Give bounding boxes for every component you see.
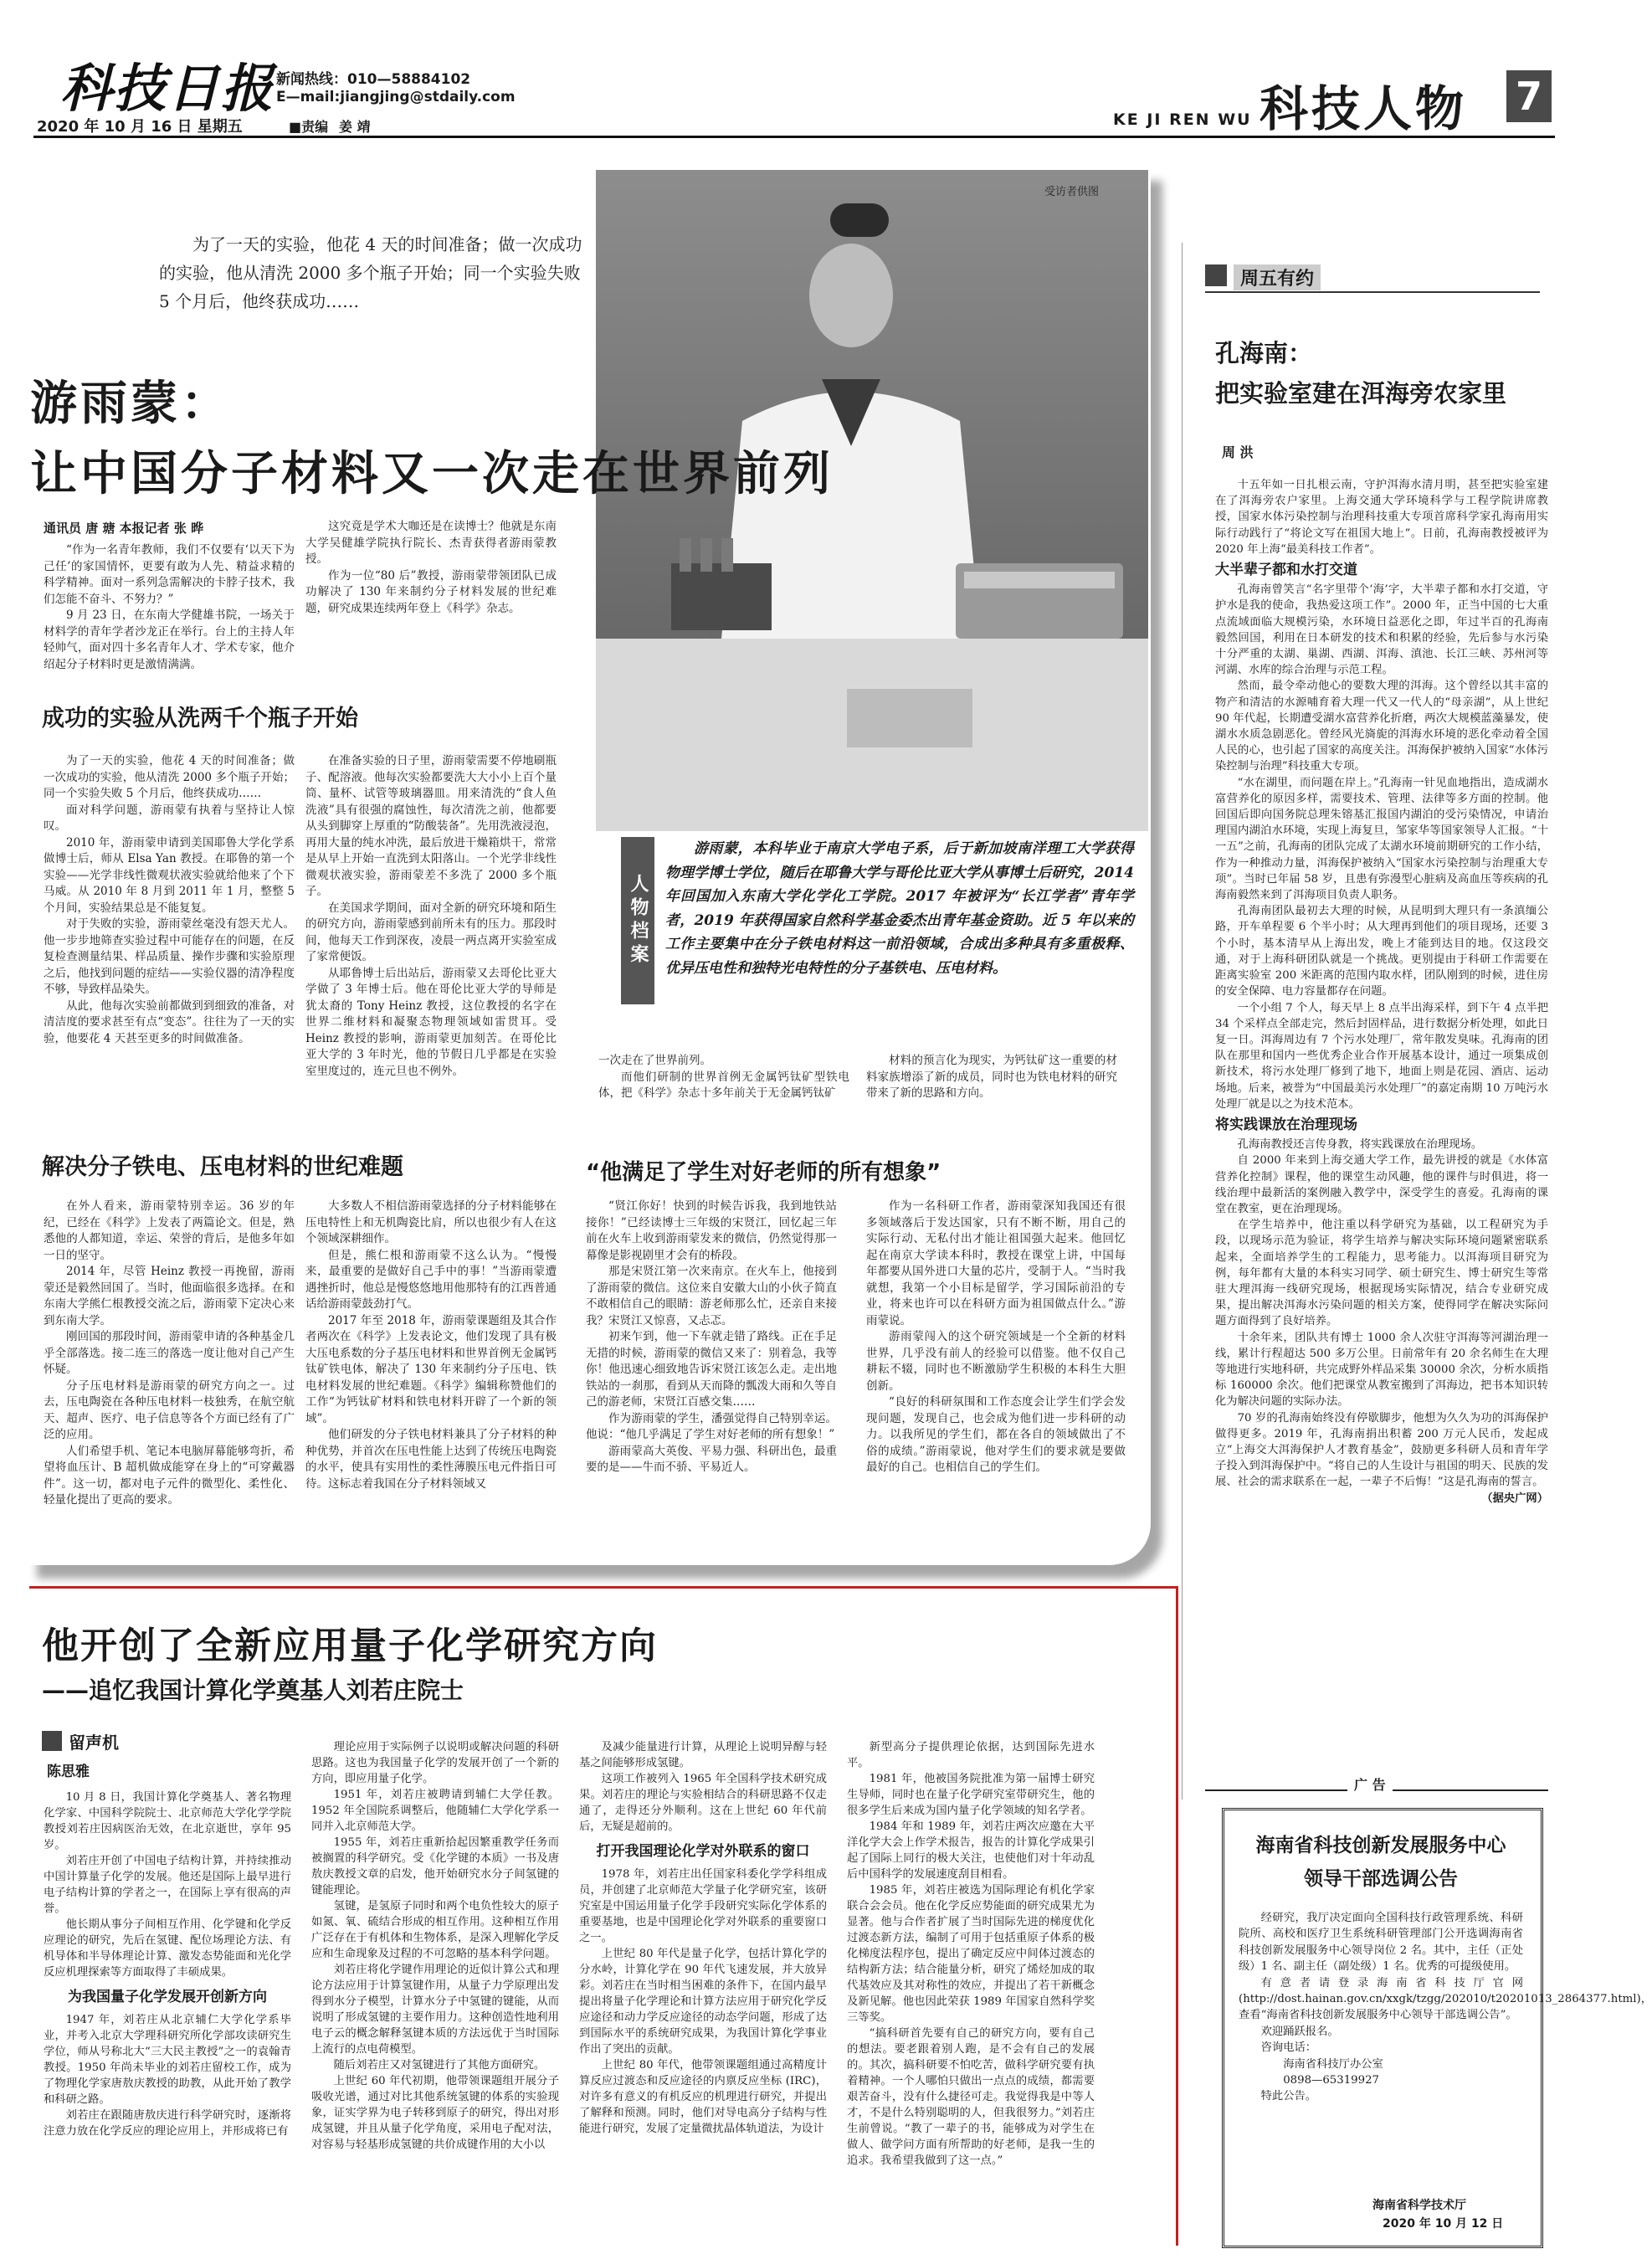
email: E—mail:jiangjing@stdaily.com [276,89,516,105]
body-para: 70 岁的孔海南始终没有停歇脚步，他想为久久为功的洱海保护做得更多。2019 年，孔海南捐出积蓄 200 万元人民币，发起成立“上海交大洱海保护人才教育基金”，鼓励更多科研人员和青年学子投入到洱海保护中。“将自己的人生设计与祖国的明天、民族的发展、社会的需求联系在一起，一辈子不后悔！”这是孔海南的誓言。 [1215,1411,1548,1489]
profile-text: 游雨蒙，本科毕业于南京大学电子系，后于新加坡南洋理工大学获得物理学博士学位，随后在耶鲁大学与哥伦比亚大学从事博士后研究，2014 年回国加入东南大学化学化工学院。2017 年被评为“长江学者”青年学者，2019 年获得国家自然科学基金委杰出青年基金资助。近 5 年以来的工作主要集中在分子铁电材料这一前沿领域，合成出多种具有多重极释、优异压电性和独特光电特性的分子基铁电、压电材料。 [665,840,1134,977]
body-para: “水在湖里，而问题在岸上。”孔海南一针见血地指出，造成湖水富营养化的原因多样，需要技术、管理、法律等多方面的控制。他回国后即向国务院总理朱镕基汇报国内湖泊的受污染情况，申请治理国内湖泊水环境，实现上海复旦，邹家华等国家领导人汇报。“十一五”之前，孔海南的团队完成了太湖水环境前期研究的工作小结，作为一种推动力量，洱海保护被纳入“国家水污染控制与治理重大专项”。当时已年届 58 岁，且患有弥漫型心脏病及高血压等疾病的孔海南毅然来到了洱海项目负责人职务。 [1215,776,1548,902]
body-para: 材料的预言化为现实，为钙钛矿这一重要的材料家族增添了新的成员，同时也为铁电材料的研究带来了新的思路和方向。 [866,1054,1117,1100]
ad-title-line1: 海南省科技创新发展服务中心 [1255,1835,1506,1856]
body-para: 刘若庄将化学键作用理论的近似计算公式和理论方法应用于计算氢键作用，从量子力学原理出发得到水分子模型，计算水分子中氢键的键能，从而说明了形成氢键的主要作用力。这种创造性地利用电子云的概念解释氢键本质的方法远优于当时国际上流行的点电荷模型。 [311,1964,559,2056]
body-para: 孔海南团队最初去大理的时候，从昆明到大理只有一条滇缅公路，开车单程要 6 个半小时；从大理再到他们的项目现场，还要 3 个小时，基本清早从上海出发，晚上才能到达目的地。仅这段交通，对于上海科研团队就是一个挑战。更别提由于科研工作需要在距离实验室 200 米距离的范围内取水样，团队刚到的时候，进住房的安全保障、电力容量都存在问题。 [1215,905,1548,999]
body-para: 从此，他每次实验前都做到到细致的准备，对清洁度的要求甚至有点“变态”。往往为了一天的实验，他要花 4 天甚至更多的时间做准备。 [44,999,295,1045]
body-para: 2017 年至 2018 年，游雨蒙课题组及其合作者两次在《科学》上发表论文，他们发现了具有极大压电系数的分子基压电材料和世界首例无金属钙钛矿铁电体，解决了 130 年来制约分子压电、铁电材料发展的世纪难题。《科学》编辑称赞他们的工作“为钙钛矿材料和铁电材料开辟了一个新的领域”。 [305,1313,557,1425]
intro-para: “作为一名青年教师，我们不仅要有‘以天下为己任’的家国情怀，更要有敢为人先、精益求精的科学精神。面对一系列急需解决的卡脖子技术，我们怎能不奋斗、不努力？” [44,543,295,606]
body-para: 一个小组 7 个人，每天早上 8 点半出海采样，到下午 4 点半把 34 个采样点全部走完，然后封固样品，进行数据分析处理，如此日复一日。洱海周边有 7 个污水处理厂，常年散发臭味。孔海南的团队在那里和国内一些优秀企业合作开展基本设计，通过一项集成创新技术，将污水处理厂修到了地下，地面上则是花园、酒店、运动场地。后来，被誉为“中国最美污水处理厂”的嘉定南期 10 万吨污水处理厂就是以之为技术范本。 [1215,1001,1548,1111]
friday-title-line1: 孔海南： [1215,339,1313,367]
body-para: 上世纪 60 年代初期，他带领课题组开展分子吸收光谱，通过对比其他系统氢键的体系的实验现象，证实学界为电子转移到原子的研究，得出对形成氢键，并且从量子化学角度，采用电子配对法，对容易与轻基形成氢键的共价成键作用的大小以 [311,2075,559,2151]
hotline: 新闻热线：010—58884102 [276,71,471,88]
section2-col-a [44,1199,295,1550]
body-para: 1984 年和 1989 年，刘若庄两次应邀在大平洋化学大会上作学术报告，报告的计算化学成果引起了国际上同行的极大关注，也使他们对十年动乱后中国科学的发展速度刮目相看。 [847,1820,1095,1881]
body-para: 2010 年，游雨蒙申请到美国耶鲁大学化学系做博士后，师从 Elsa Yan 教授。在耶鲁的第一个实验——光学非线性微观状液实验就给他来了个下马威。从 2010 年 8 月到 2011 年 1 月，整整 5 个月间，实验结果总是不能复复。 [44,835,295,915]
body-para: 他们研发的分子铁电材料兼具了分子材料的种种优势，并首次在压电性能上达到了传统压电陶瓷的水平，使具有实用性的柔性薄膜压电元件指日可待。这标志着我国在分子材料领域又 [305,1428,557,1491]
memorial-col-2 [311,1666,559,2243]
memorial-title: 他开创了全新应用量子化学研究方向 [42,1625,658,1667]
body-para: 分子压电材料是游雨蒙的研究方向之一。过去，压电陶瓷在各种压电材料一枝独秀，在航空航天、超声、医疗、电子信息等各个方面已经有了广泛的应用。 [44,1379,295,1441]
body-para: 游雨蒙闯入的这个研究领域是一个全新的材料世界，几乎没有前人的经验可以借鉴。他不仅自己耕耘不辍，同时也不断激励学生积极的本科生大胆创新。 [866,1330,1126,1393]
body-para: 刚回国的那段时间，游雨蒙申请的各种基金几乎全部落选。接二连三的落选一度让他对自己产生怀疑。 [44,1330,295,1376]
editor-label: ■责编 [289,119,329,135]
body-para: 这项工作被列入 1965 年全国科学技术研究成果。刘若庄的理论与实验相结合的科研思路不仅走通了，走得还分外顺利。这在上世纪 60 年代前后，无疑是超前的。 [579,1773,827,1833]
memorial-column-label: 留声机 [69,1733,119,1753]
body-para: 刘若庄开创了中国电子结构计算，并持续推动中国计算量子化学的发展。他还是国际上最早进行电子结构计算的学者之一，在国际上享有很高的声誉。 [44,1855,291,1915]
body-para: 理论应用于实际例子以说明或解决问题的科研思路。这也为我国量子化学的发展开创了一个新的方向，即应用量子化学。 [311,1741,559,1785]
body-para: 随后刘若庄又对氢键进行了其他方面研究。 [333,2059,546,2072]
date-line: 2020 年 10 月 16 日 星期五 [37,118,243,136]
memorial-col-1 [44,1789,291,2241]
body-para: 上世纪 80 年代是量子化学，包括计算化学的分水岭，计算化学在 90 年代飞速发展，并大放异彩。刘若庄在当时相当困难的条件下，在国内最早提出将量子化学理论和计算方法应用于研究化学反应途径和动力学反应途径的动态学问题，形成了达到国际水平的系统研究成果，为我国计算化学事业作出了突出的贡献。 [579,1948,827,2056]
memorial-label-icon [42,1731,62,1751]
body-para: 一次走在了世界前列。 [598,1054,711,1067]
body-para: 对于失败的实验，游雨蒙丝毫没有怨天尤人。他一步步地筛查实验过程中可能存在的问题，在反复检查测量结果、样品质量、操作步骤和实验原理之后，他找到问题的症结——实验仪器的清净程度不够，导致样品染失。 [44,917,295,996]
memorial-subtitle: ——追忆我国计算化学奠基人刘若庄院士 [42,1676,464,1704]
intro-col-a [44,542,295,673]
body-para: 面对科学问题，游雨蒙有执着与坚持让人惊叹。 [44,803,295,833]
body-para: 氢键，是氢原子同时和两个电负性较大的原子如氮、氧、硫结合形成的相互作用。这种相互作用广泛存在于有机体和生物体系，是深入理解化学反应和生命现象及过程的不可忽略的基本科学问题。 [311,1900,559,1960]
photo-col-right [866,1053,1117,1102]
body-para: 自 2000 年来到上海交通大学工作，最先讲授的就是《水体富营养化控制》课程，他的课堂生动风趣，他的课件与时俱进，将一线治理中最新活的案例融入教学中，深受学生的喜爱。孔海南的课堂在教室，更在治理现场。 [1215,1154,1548,1215]
body-para: 1978 年，刘若庄出任国家科委化学学科组成员，并创建了北京师范大学量子化学研究室，该研究室是中国运用量子化学手段研究实际化学体系的重要基地，也是中国理论化学对外联系的重要窗口之一。 [579,1868,827,1944]
body-para: 十余年来，团队共有博士 1000 余人次驻守洱海等河湖治理一线，累计行程超达 500 多万公里。日前常年有 20 余名师生在大理等地进行实地科研，共完成野外样品采集 30000 余次，分析水质指标 160000 余次。他们把课堂从教室搬到了洱海边，把书本知识转化为解决问题的实际办法。 [1215,1331,1548,1409]
body-para: 孔海南教授还言传身教，将实践课放在治理现场。 [1237,1138,1483,1152]
section2-col-b [305,1199,557,1550]
ad-body [1239,1910,1652,2105]
body-para: 在美国求学期间，面对全新的研究环境和陌生的研究方向，游雨蒙感到前所未有的压力。那段时间，他每天工作到深夜，凌晨一两点离开实验室成了家常便饭。 [305,901,557,963]
body-para: 那是宋贤江第一次来南京。在火车上，他接到了游雨蒙的微信。这位来自安徽大山的小伙子简直不敢相信自己的眼睛：游老师那么忙，还亲自来接我？宋贤江又惊喜，又忐忑。 [586,1265,837,1327]
memorial-col3-heading: 打开我国理论化学对外联系的窗口 [596,1843,810,1860]
body-para: 上世纪 80 年代，他带领课题组通过高精度计算反应过渡态和反应途径的内禀反应坐标 (IRC)，对许多有意义的有机反应的机理进行研究，并提出了解释和预测。同时，他们对导电高分子结构与性能进行研究，发展了定量微扰晶体轨道法，为设计 [579,2059,827,2135]
body-para: 在学生培养中，他注重以科学研究为基础，以工程研究为手段，以现场示范为验证，将学生培养与解决实际环境问题紧密联系起来，全面培养学生的工程能力，思考能力。以洱海项目研究为例，每年都有大量的本科实习同学、硕士研究生、博士研究生等常驻大理洱海一线研究现场，根据现场实际情况，结合专业研究成果，提出解决洱海水污染问题的相关方案，使得同学在解决实际问题方面得到了良好培养。 [1215,1219,1548,1328]
body-para: 孔海南曾笑言“名字里带个‘海’字，大半辈子都和水打交道，守护水是我的使命，我热爱这项工作”。2000 年，正当中国的七大重点流域面临大规模污染，水环境日益恶化之即，年过半百的孔海南毅然回国，利用在日本研发的技术和积累的经验，先后参与水污染十分严重的太湖、巢湖、西湖、洱海、滇池、长江三峡、苏州河等河湖、水库的综合治理与示范工程。 [1215,583,1548,677]
body-para: 2014 年，尽管 Heinz 教授一再挽留，游雨蒙还是毅然回国了。当时，他面临很多选择。在和东南大学熊仁根教授交流之后，游雨蒙下定决心来到东南大学。 [44,1265,295,1327]
lead-quote: 为了一天的实验，他花 4 天的时间准备；做一次成功的实验，他从清洗 2000 多个瓶子开始；同一个实验失败 5 个月后，他终获成功…… [159,234,582,311]
body-para: 1951 年，刘若庄被聘请到辅仁大学任教。1952 年全国院系调整后，他随辅仁大学化学系一同并入北京师范大学。 [311,1789,559,1833]
photo-col-left [598,1053,849,1102]
section2-heading: 解决分子铁电、压电材料的世纪难题 [42,1154,403,1180]
friday-body [1215,477,1548,1766]
friday-author: 周 洪 [1222,444,1254,460]
memorial-author: 陈思雅 [47,1764,90,1780]
ad-signature-org: 海南省科学技术厅 [1372,2199,1466,2212]
section1-heading: 成功的实验从洗两千个瓶子开始 [42,706,358,732]
body-para: 1981 年，他被国务院批准为第一届博士研究生导师，同时也在量子化学研究室带研究生，他的很多学生后来成为国内量子化学领域的知名学者。 [847,1773,1095,1817]
body-para: 大多数人不相信游雨蒙选择的分子材料能够在压电特性上和无机陶瓷比肩，所以也很少有人在这个领域深耕细作。 [305,1199,557,1245]
section1-col-b [305,753,557,1138]
ad-para: 0898—65319927 [1283,2074,1380,2087]
body-para: 然而，最令牵动他心的要数大理的洱海。这个曾经以其丰富的物产和清洁的水源哺育着大理一代又一代人的“母亲湖”，从上世纪 90 年代起，长期遭受湖水富营养化折磨，两次大规模蓝藻暴发，使湖水水质急剧恶化。曾经风光旖旎的洱海水环境的恶化牵动着全国人民的心，也引起了国家的高度关注。洱海保护被纳入国家“水体污染控制与治理”科技重大专项。 [1215,680,1548,773]
body-para: 十五年如一日扎根云南，守护洱海水清月明，甚至把实验室建在了洱海旁农户家里。上海交通大学环境科学与工程学院讲席教授，国家水体污染控制与治理科技重大专项首席科学家孔海南用实际行动践行了“将论文写在祖国大地上”。日前，孔海南教授被评为 2020 年上海“最美科技工作者”。 [1215,479,1548,556]
ad-para: 海南省科技厅办公室 [1283,2057,1383,2071]
section-title: 科技人物 [1260,80,1468,137]
section1-col-a [44,753,295,1138]
body-para: 1955 年，刘若庄重新拾起因繁重教学任务而被搁置的科学研究。受《化学键的本质》一书及唐敖庆教授文章的启发，他开始研究水分子间氢键的键能理论。 [311,1836,559,1897]
body-para: 游雨蒙高大英俊、平易力强、科研出色，最重要的是——牛而不骄、平易近人。 [586,1444,837,1474]
body-para: 在外人看来，游雨蒙特别幸运。36 岁的年纪，已经在《科学》上发表了两篇论文。但是，熟悉他的人都知道，幸运、荣誉的背后，是他多年如一日的坚守。 [44,1199,295,1262]
memorial-col-4 [847,1739,1095,2241]
ad-para: 欢迎踊跃报名。 [1260,2025,1339,2038]
ad-title-line2: 领导干部选调公告 [1304,1868,1458,1890]
friday-source: （据央广网） [1481,1492,1548,1505]
body-para: 而他们研制的世界首例无金属钙钛矿型铁电体，把《科学》杂志十多年前关于无金属钙钛矿 [598,1070,849,1100]
body-para: 作为游雨蒙的学生，潘强觉得自己特别幸运。他说：“他几乎满足了学生对好老师的所有想象！” [586,1411,837,1441]
body-para: 但是，熊仁根和游雨蒙不这么认为。“慢慢来，最重要的是做好自己手中的事！”当游雨蒙遭遇挫折时，他总是慢悠悠地用他那特有的江西普通话给游雨蒙鼓劲打气。 [305,1248,557,1311]
section3-col-a [586,1199,837,1550]
friday-heading-1: 大半辈子都和水打交道 [1215,562,1357,579]
body-para: 初来乍到，他一下车就走错了路线。正在手足无措的时候，游雨蒙的微信又来了：别着急，我等你！他迅速心细致地告诉宋贤江该怎么走。走出地铁站的一刹那，看到从天而降的瓢泼大雨和久等自己的游老师，宋贤江百感交集…… [586,1330,837,1409]
byline: 通讯员 唐 瑭 本报记者 张 晔 [44,521,204,536]
body-para: 从耶鲁博士后出站后，游雨蒙又去哥伦比亚大学做了 3 年博士后。他在哥伦比亚大学的导师是犹太裔的 Tony Heinz 教授，这位教授的名字在世界二维材料和凝聚态物理领域如雷贯耳。受 Heinz 教授的影响，游雨蒙更加刻苦。在哥伦比亚大学的 3 年时光，他的节假日几乎都是在实验室里度过的，连元旦也不例外。 [305,966,557,1078]
paper-name: 科技日报 [60,58,275,119]
intro-para: 这究竟是学术大咖还是在读博士？他就是东南大学吴健雄学院执行院长、杰青获得者游雨蒙教授。 [305,520,557,566]
body-para: 在准备实验的日子里，游雨蒙需要不停地刷瓶子、配溶液。他每次实验都要洗大大小小上百个量筒、量杯、试管等玻璃器皿。用来清洗的“食人鱼洗液”具有很强的腐蚀性，每次清洗之前，他都要从头到脚穿上厚重的“防酸装备”。先用洗液浸泡，再用大量的纯水冲洗，最后放进干燥箱烘干，常常是从早上开始一直洗到太阳落山。一个光学非线性微观状液实验，游雨蒙差不多洗了 2000 多个瓶子。 [305,754,557,898]
ad-para: 有意者请登录海南省科技厅官网 (http://dost.hainan.gov.cn/xxgk/tzgg/202010/t20201013_2864377.html)，查看“海南省科技创新发展服务中心领导干部选调公告”。 [1239,1976,1652,2022]
body-para: 刘若庄在跟随唐敖庆进行科学研究时，逐渐将注意力放在化学反应的理论应用上，并形成将已有 [44,2109,291,2138]
body-para: 及减少能量进行计算，从理论上说明异醇与轻基之间能够形成氢键。 [579,1741,827,1769]
right-column-divider [1182,243,1183,1800]
body-para: “搞科研首先要有自己的研究方向，要有自己的想法。要老跟着别人跑，是不会有自己的发展的。其次，搞科研要不怕吃苦，做科学研究要有执着精神。一个人哪怕只做出一点点的成绩，都需要艰苦奋斗，没有什么捷径可走。我觉得我是中等人才，不是什么特别聪明的人，但我很努力。”刘若庄生前曾说。“教了一辈子的书，能够成为对学生在做人、做学问方面有所帮助的好老师，是我一生的追求。我希望我做到了这一点。” [847,2027,1095,2167]
section-pinyin: KE JI REN WU [1113,110,1252,129]
body-para: 为了一天的实验，他花 4 天的时间准备；做一次成功的实验，他从清洗 2000 多个瓶子开始；同一个实验失败 5 个月后，他终获成功…… [44,754,295,800]
memorial-col-3 [579,1739,827,2241]
body-para: 他长期从事分子间相互作用、化学键和化学反应理论的研究，先后在氢键、配位场理论方法、有机导体和半导体理论计算、激发态势能面和光化学反应机理探索等方面取得了丰硕成果。 [44,1918,291,1979]
friday-column-label: 周五有约 [1234,264,1321,290]
body-para: 1985 年，刘若庄被选为国际理论有机化学家联合会会员。他在化学反应势能面的研究成果尤为显著。他与合作者扩展了当时国际先进的梯度优化过渡态新方法，编制了可用于包括重原子体系的极化梯度法程序包，提出了确定反应中间体过渡态的结构新方法；结合能量分析，研究了烯烃加成的取代基效应及其对称性的效应，并提出了若干新概念及新见解。他也因此荣获 1989 年国家自然科学奖三等奖。 [847,1884,1095,2024]
friday-label-icon [1205,264,1227,286]
friday-heading-2: 将实践课放在治理现场 [1215,1116,1357,1133]
masthead-rule [33,136,1555,138]
page-number-badge: 7 [1506,70,1552,122]
body-para: 新型高分子提供理论依据，达到国际先进水平。 [847,1741,1095,1769]
intro-para: 作为一位“80 后”教授，游雨蒙带领团队已成功解决了 130 年来制约分子材料发展的世纪难题，研究成果连续两年登上《科学》杂志。 [305,568,557,615]
intro-col-b [305,519,557,617]
body-para: “良好的科研氛围和工作态度会让学生们学会发现问题，发现自己，也会成为他们进一步科研的动力。以我所见的学生们，都在各自的领域做出了不俗的成绩。”游雨蒙说，他对学生们的要求就是要做最好的自己。也相信自己的学生们。 [866,1395,1126,1474]
ad-para: 经研究，我厅决定面向全国科技行政管理系统、科研院所、高校和医疗卫生系统科研管理部门公开选调海南省科技创新发展服务中心领导岗位 2 名。其中，主任（正处级）1 名、副主任（副处级）1 名。优秀的可提级使用。 [1239,1912,1523,1974]
ad-para: 咨询电话： [1260,2041,1317,2055]
friday-title-line2: 把实验室建在洱海旁农家里 [1215,379,1507,408]
ad-signature-date: 2020 年 10 月 12 日 [1383,2217,1504,2231]
editor-name: 姜 靖 [339,119,371,135]
body-para: “贤江你好！快到的时候告诉我，我到地铁站接你！”已经读博士三年级的宋贤江，回忆起三年前在火车上收到游雨蒙发来的微信，仍然觉得那一幕像是影视剧里才会有的桥段。 [586,1199,837,1262]
memorial-col1-heading: 为我国量子化学发展开创新方向 [68,1989,267,2005]
section3-heading: “他满足了学生对好老师的所有想象” [586,1160,941,1185]
body-para: 10 月 8 日，我国计算化学奠基人、著名物理化学家、中国科学院院士、北京师范大学化学学院教授刘若庄因病医治无效，在北京逝世，享年 95 岁。 [44,1791,291,1851]
intro-para: 9 月 23 日，在东南大学健雄书院，一场关于材料学的青年学者沙龙正在举行。台上的主持人年轻帅气，面对四十多名青年人才、学术专家，他介绍起分子材料时更是激情满满。 [44,608,295,671]
ad-para: 特此公告。 [1260,2090,1317,2103]
body-para: 作为一名科研工作者，游雨蒙深知我国还有很多领域落后于发达国家，只有不断不断，用自己的实际行动、无私付出才能让祖国强大起来。他回忆起在南京大学读本科时，教授在课堂上讲，中国每年都要从国外进口大量的芯片，受制于人。“当时我就想，我第一个小目标是留学，学习国际前沿的专业，将来也许可以在科研方面为祖国做点什么。”游雨蒙说。 [866,1199,1126,1327]
body-para: 人们希望手机、笔记本电脑屏幕能够弯折，希望将血压计、B 超机做成能穿在身上的“可穿戴器件”。这一切，都对电子元件的微型化、柔性化、轻量化提出了更高的要求。 [44,1444,295,1507]
feature-title-line1: 游雨蒙： [30,377,231,431]
feature-title-line2: 让中国分子材料又一次走在世界前列 [30,447,834,501]
body-para: 1947 年，刘若庄从北京辅仁大学化学系毕业，并考入北京大学理科研究所化学部攻读研究生学位，师从号称北大“三大民主教授”之一的袁翰青教授。1950 年尚未毕业的刘若庄留校工作，成为了物理化学家唐敖庆教授的助教，从此开始了教学和科研之路。 [44,2014,291,2106]
section3-col-b [866,1199,1126,1550]
photo-credit: 受访者供图 [1044,186,1100,198]
profile-label: 人物档案 [621,837,654,1004]
ad-label: 广 告 [1347,1774,1393,1794]
